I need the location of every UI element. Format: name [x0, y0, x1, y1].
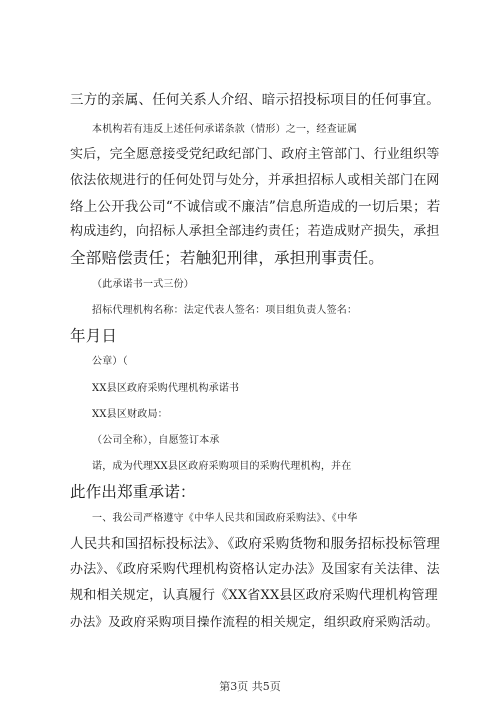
text-line: 全部赔偿责任；若触犯刑律，承担刑事责任。 [70, 249, 385, 267]
date-line: 年月日 [70, 327, 118, 345]
text-line: 构成违约，向招标人承担全部违约责任；若造成财产损失，承担 [70, 224, 440, 239]
seal-line: 公章）（ [92, 356, 128, 367]
text-line: （公司全称），自愿签订本承 [92, 435, 220, 446]
text-line: 本机构若有违反上述任何承诺条款（情形）之一，经查证属 [92, 124, 358, 135]
text-line: 依法依规进行的任何处罚与处分，并承担招标人或相关部门在网 [70, 173, 440, 188]
text-line: 实后，完全愿意接受党纪政纪部门、政府主管部门、行业组织等 [70, 147, 440, 162]
text-line: （此承诺书一式三份） [92, 279, 194, 290]
text-line: 此作出郑重承诺： [70, 483, 196, 501]
text-line: 办法》及政府采购项目操作流程的相关规定，组织政府采购活动。 [70, 614, 439, 629]
text-line: 络上公开我公司“不诚信或不廉洁”信息所造成的一切后果；若 [70, 199, 441, 215]
text-line: 一、我公司严格遵守《中华人民共和国政府采购法》、《中华 [92, 513, 358, 524]
text-line: 三方的亲属、任何关系人介绍、暗示招投标项目的任何事宜。 [70, 92, 440, 108]
text-line: 诺，成为代理XX县区政府采购项目的采购代理机构，并在 [92, 461, 352, 472]
signature-labels: 招标代理机构名称：法定代表人签名：项目组负责人签名： [92, 305, 358, 316]
text-line: 办法》、《政府采购代理机构资格认定办法》及国家有关法律、法 [70, 562, 440, 577]
addressee: XX县区财政局： [92, 409, 168, 420]
text-line: 人民共和国招标投标法》、《政府采购货物和服务招标投标管理 [70, 536, 441, 552]
text-line: 规和相关规定，认真履行《XX省XX县区政府采购代理机构管理 [70, 588, 438, 603]
section-title: XX县区政府采购代理机构承诺书 [92, 383, 240, 394]
page-number: 第3页 共5页 [219, 680, 281, 693]
